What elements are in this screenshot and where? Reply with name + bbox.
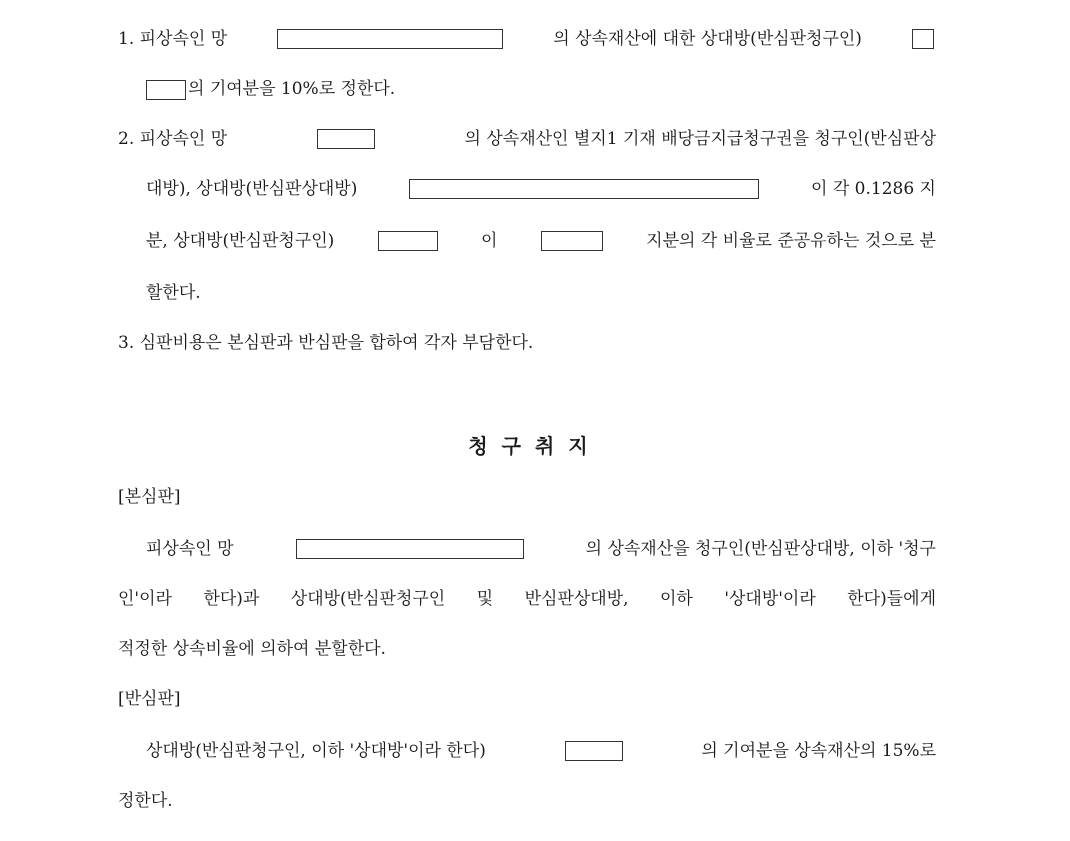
item-1-line-2 (146, 78, 395, 100)
blank-field[interactable] (378, 231, 438, 251)
item-2-text-3a: 분, 상대방(반심판청구인) (146, 231, 335, 251)
main-petition-line-1 (146, 538, 936, 560)
item-1-prefix: 1. 피상속인 망 (118, 29, 228, 49)
item-2-text-2b: 이 각 0.1286 지 (811, 179, 936, 199)
blank-field[interactable] (912, 29, 934, 49)
counter-petition-label: [반심판] (118, 689, 181, 709)
item-2-line-1 (118, 128, 936, 150)
blank-field[interactable] (277, 29, 503, 49)
counter-petition-line-1 (146, 740, 936, 762)
item-1-text: 의 상속재산에 대한 상대방(반심판청구인) (553, 29, 862, 49)
counter-petition-line-2: 정한다. (118, 791, 173, 811)
item-2-text-3c: 지분의 각 비율로 준공유하는 것으로 분 (646, 231, 936, 251)
blank-field[interactable] (541, 231, 603, 251)
item-2-text-2a: 대방), 상대방(반심판상대방) (146, 179, 358, 199)
blank-field[interactable] (296, 539, 524, 559)
item-1-text-2: 의 기여분을 10%로 정한다. (188, 79, 396, 99)
item-3-line-1: 3. 심판비용은 본심판과 반심판을 합하여 각자 부담한다. (118, 333, 534, 353)
item-2-line-2 (146, 178, 936, 200)
blank-field[interactable] (565, 741, 623, 761)
section-heading: 청구취지 (468, 434, 602, 458)
main-text-1b: 의 상속재산을 청구인(반심판상대방, 이하 '청구 (585, 539, 936, 559)
blank-field[interactable] (146, 80, 186, 100)
main-petition-line-2: 인'이라 한다)과 상대방(반심판청구인 및 반심판상대방, 이하 '상대방'이라 한다)들에게 (118, 589, 936, 609)
blank-field[interactable] (317, 129, 375, 149)
item-1-line-1 (118, 28, 936, 50)
item-2-text-3b: 이 (481, 231, 498, 251)
main-petition-label: [본심판] (118, 487, 181, 507)
counter-text-1b: 의 기여분을 상속재산의 15%로 (701, 741, 936, 761)
item-2-line-4: 할한다. (146, 283, 201, 303)
item-2-prefix: 2. 피상속인 망 (118, 129, 228, 149)
blank-field[interactable] (409, 179, 759, 199)
main-petition-line-3: 적정한 상속비율에 의하여 분할한다. (118, 639, 386, 659)
item-2-line-3 (146, 230, 936, 252)
item-2-text: 의 상속재산인 별지1 기재 배당금지급청구권을 청구인(반심판상 (464, 129, 936, 149)
main-text-1a: 피상속인 망 (146, 539, 234, 559)
counter-text-1a: 상대방(반심판청구인, 이하 '상대방'이라 한다) (146, 741, 486, 761)
